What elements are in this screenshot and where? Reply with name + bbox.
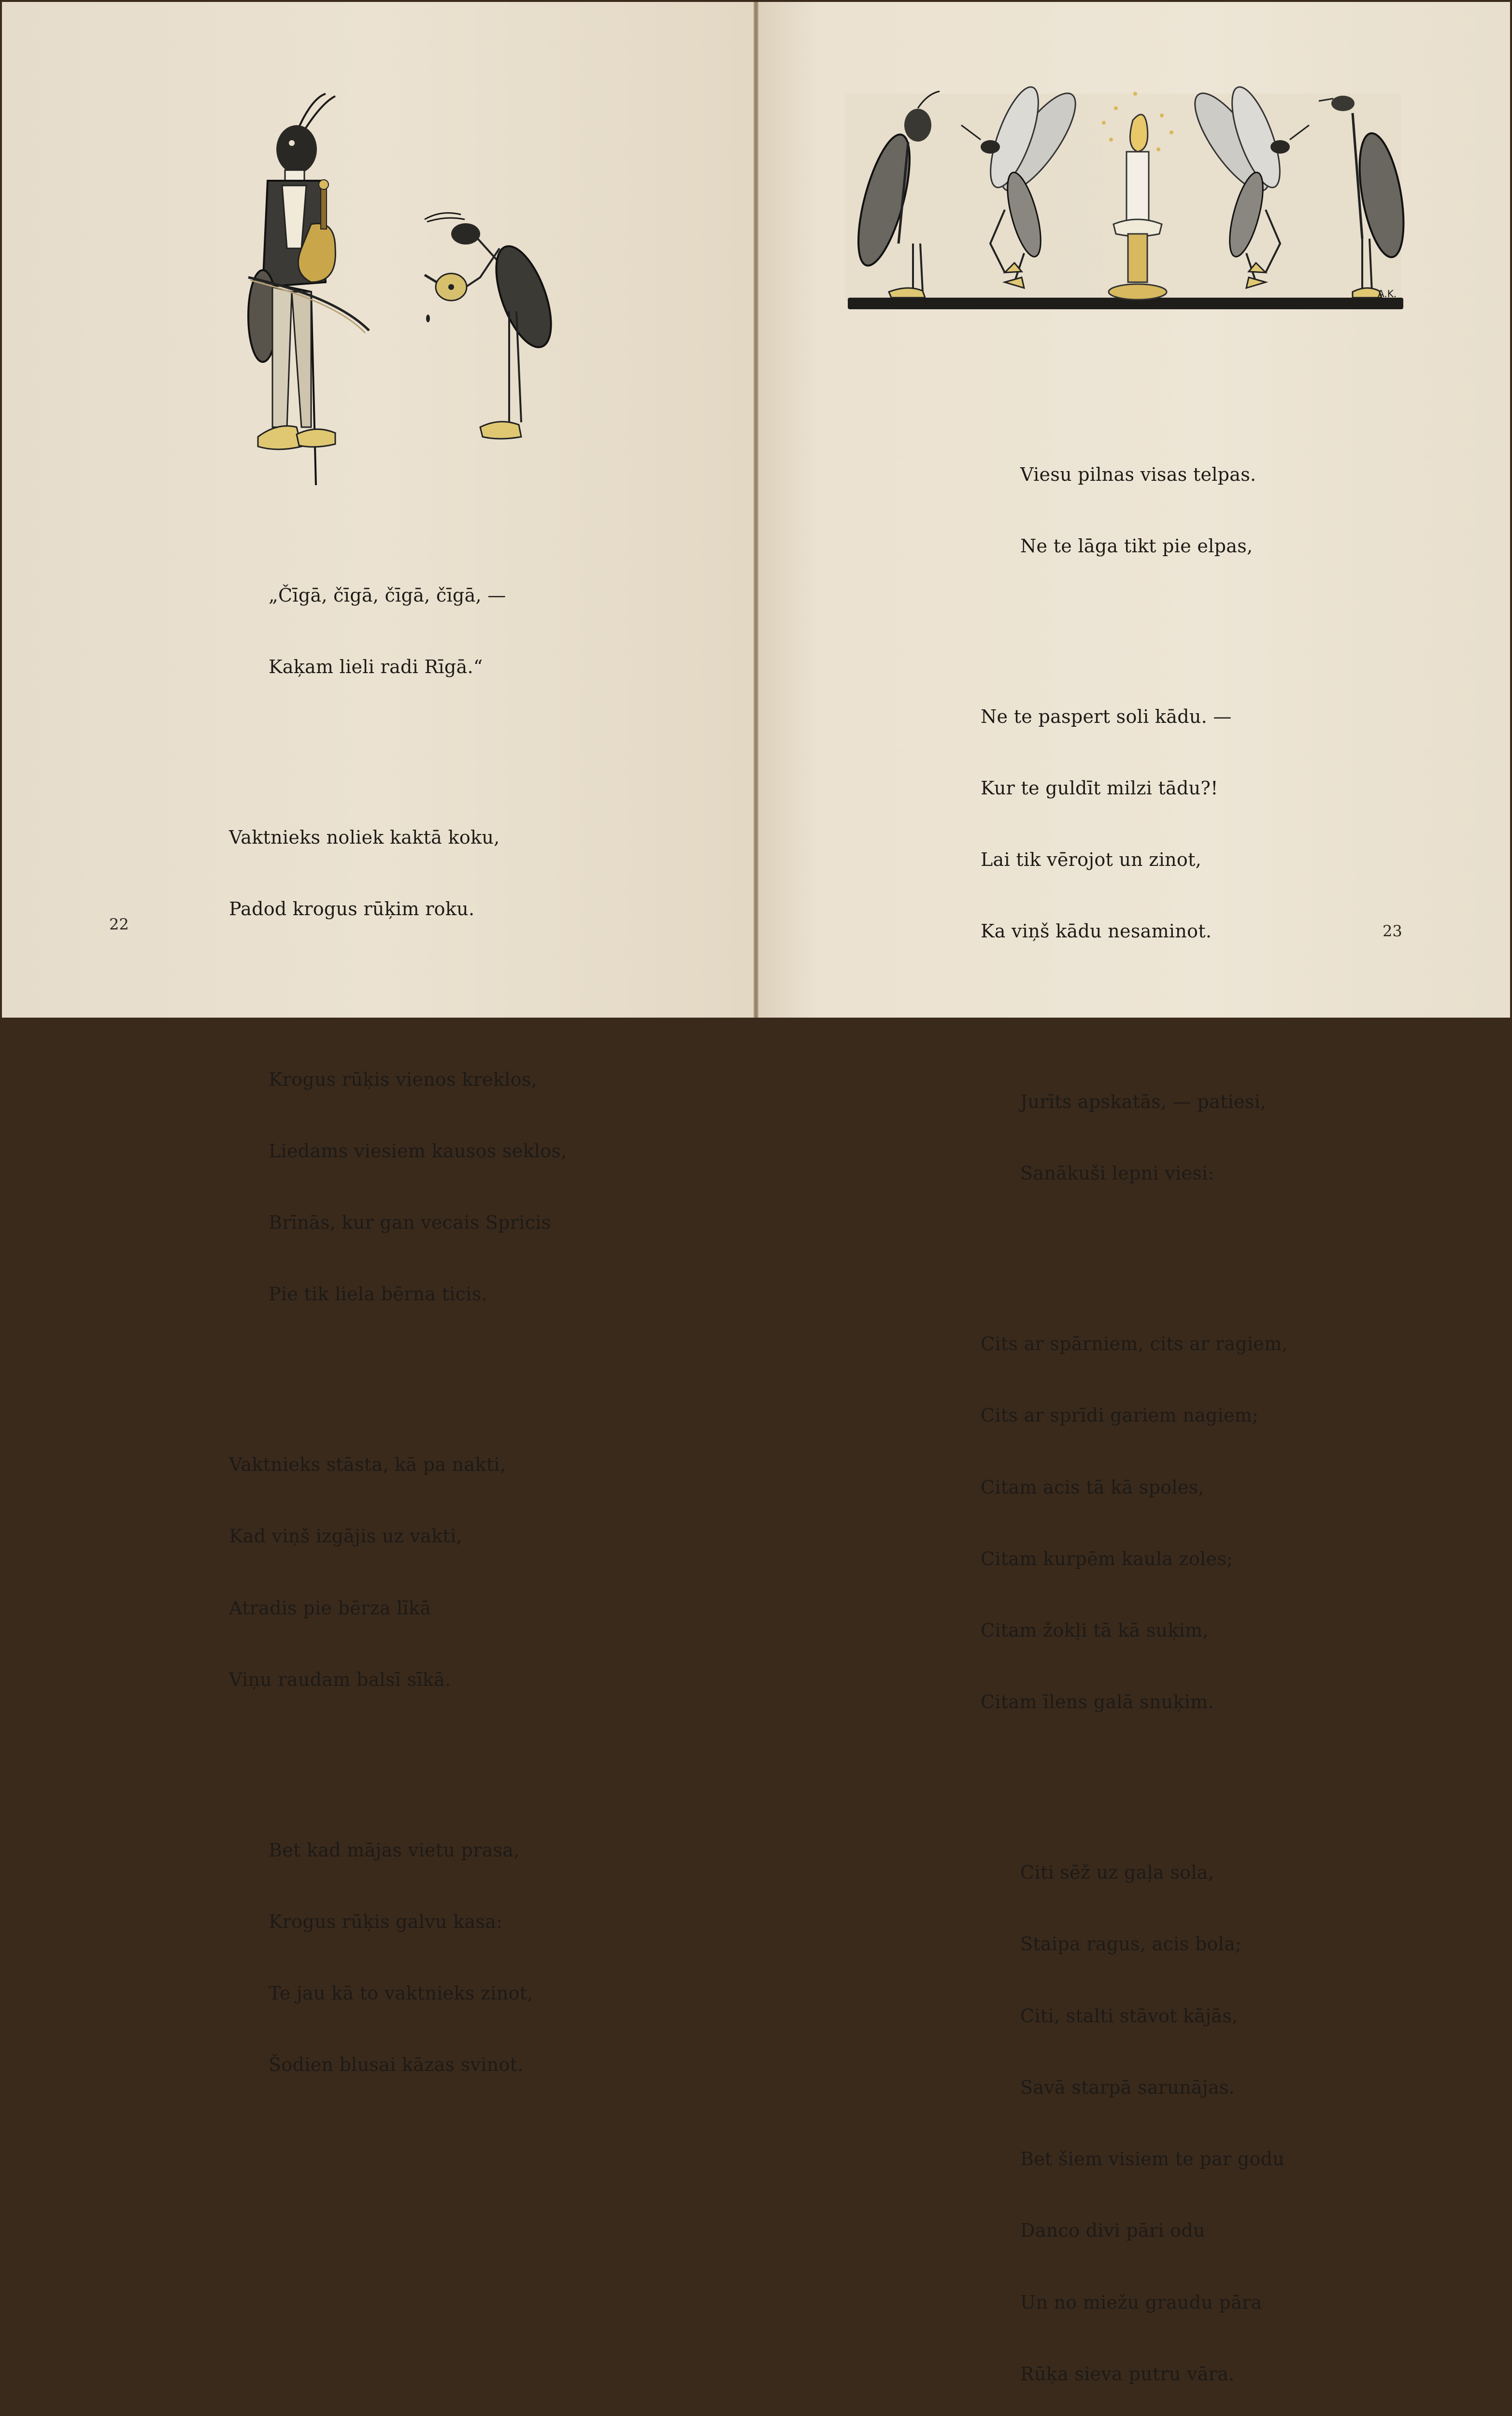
page-number: 23 (1383, 922, 1402, 940)
verse-line: Pie tik liela bērna ticis. (269, 1283, 487, 1305)
verse-line: Kur te guldīt milzi tādu?! (981, 777, 1218, 799)
verse-line: Vaktnieks noliek kaktā koku, (229, 826, 500, 848)
right-verse (981, 367, 1288, 2416)
verse-line: Krogus rūķis galvu kasa: (269, 1911, 503, 1932)
verse-line: Staipa ragus, acis bola; (1020, 1933, 1242, 1955)
verse-line: Citi, stalti stāvot kājās, (1020, 2005, 1238, 2027)
dancing-insects-candle-icon (845, 79, 1411, 316)
verse-line: Krogus rūķis vienos kreklos, (269, 1068, 537, 1090)
verse-line: Sanākuši lepni viesi: (1020, 1163, 1214, 1184)
verse-line: Ka viņš kādu nesaminot. (981, 920, 1212, 942)
right-page (758, 2, 1510, 2385)
stanza (229, 1020, 567, 1354)
book-spread (2, 2, 1510, 2385)
verse-line: Lai tik vērojot un zinot, (981, 849, 1202, 871)
stanza (229, 1405, 567, 1740)
stanza (229, 778, 567, 969)
book-gutter (754, 2, 758, 1018)
verse-line: Cits ar sprīdi gariem nagiem; (981, 1405, 1259, 1426)
verse-line: Ne te paspert soli kādu. — (981, 705, 1232, 727)
verse-line: Kaķam lieli radi Rīgā.“ (269, 656, 483, 677)
verse-line: Viņu raudam balsī sīkā. (229, 1668, 451, 1690)
verse-line: „Čīgā, čīgā, čīgā, čīgā, — (269, 584, 506, 606)
left-page (2, 2, 755, 2076)
verse-line: Ne te lāga tikt pie elpas, (1020, 535, 1253, 557)
verse-line: Liedams viesiem kausos seklos, (269, 1140, 567, 1162)
verse-line: Bet kad mājas vietu prasa, (269, 1839, 520, 1861)
verse-line: Un no miežu graudu pāra (1020, 2291, 1262, 2313)
verse-line: Cits ar spārniem, cits ar ragiem, (981, 1333, 1288, 1355)
verse-line: Brīnās, kur gan vecais Spricis (269, 1212, 551, 1234)
verse-line: Te jau kā to vaktnieks zinot, (269, 1983, 533, 2004)
verse-line: Padod krogus rūķim roku. (229, 898, 475, 920)
stanza (981, 415, 1288, 606)
verse-line: Kad viņš izgājis uz vakti, (229, 1525, 462, 1547)
verse-line: Šodien blusai kāzas svinot. (269, 2054, 524, 2076)
stanza (981, 1284, 1288, 1762)
verse-line: Danco divi pāri odu (1020, 2220, 1205, 2242)
verse-line: Citi sēž uz gaļa sola, (1020, 1862, 1214, 1884)
verse-line: Citam kurpēm kaula zoles; (981, 1548, 1233, 1569)
verse-line: Citam acis tā kā spoles, (981, 1476, 1204, 1498)
verse-line: Citam īlens galā snuķim. (981, 1691, 1214, 1713)
stanza (981, 1813, 1288, 2416)
stanza (981, 1042, 1288, 1233)
verse-line: Jurīts apskatās, — patiesi, (1020, 1091, 1267, 1113)
stanza (981, 657, 1288, 992)
verse-line: Vaktnieks stāsta, kā pa nakti, (229, 1454, 506, 1476)
stanza (229, 1791, 567, 2125)
cricket-violinist-and-mosquito-icon (239, 89, 548, 456)
verse-line: Bet šiem visiem te par godu (1020, 2148, 1285, 2170)
verse-line: Savā starpā sarunājas. (1020, 2076, 1235, 2098)
verse-line: Rūķa sieva putru vāra. (1020, 2363, 1235, 2385)
verse-line: Atradis pie bērza līkā (229, 1597, 431, 1619)
page-number: 22 (109, 915, 129, 934)
left-verse (229, 488, 567, 2176)
illustration-signature: A.K. (1378, 288, 1397, 300)
stanza (229, 536, 567, 727)
verse-line: Viesu pilnas visas telpas. (1020, 463, 1256, 485)
verse-line: Citam žokļi tā kā suķim, (981, 1620, 1209, 1641)
